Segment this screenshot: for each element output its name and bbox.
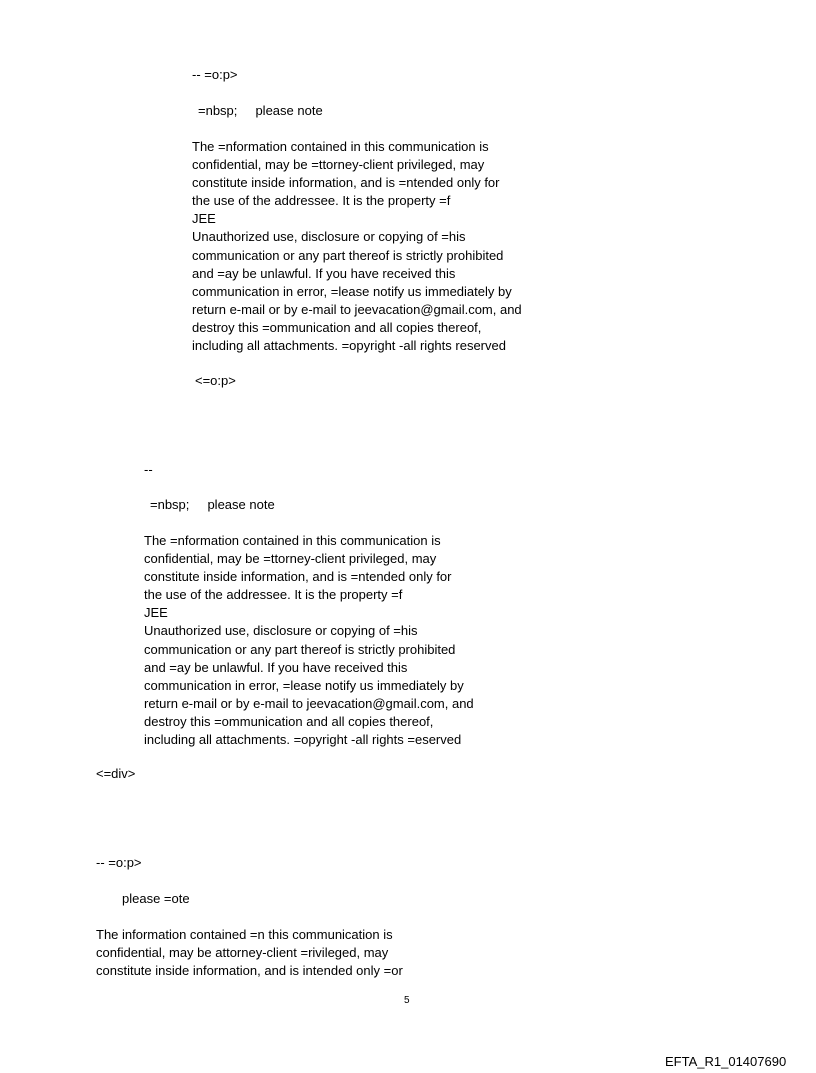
section2-line: destroy this =ommunication and all copies thereof, — [144, 713, 434, 729]
section2-marker: -- — [144, 462, 153, 477]
section2-line: communication or any part thereof is strictly prohibited — [144, 641, 456, 657]
section1-closing: <=o:p> — [195, 373, 236, 388]
div-close-tag: <=div> — [96, 766, 136, 781]
section2-notice — [144, 532, 474, 749]
section1-line: return e-mail or by e-mail to jeevacation@gmail.com, and — [192, 301, 522, 317]
section3-line: confidential, may be attorney-client =rivileged, may — [96, 945, 389, 961]
section1-line: The =nformation contained in this communication is — [192, 139, 489, 154]
section1-line: communication in error, =lease notify us immediately by — [192, 283, 512, 299]
section3-marker: -- =o:p> — [96, 855, 142, 870]
section2-line: and =ay be unlawful. If you have received this — [144, 659, 408, 675]
section3-line: The information contained =n this communication is — [96, 927, 393, 942]
section1-line: and =ay be unlawful. If you have received this — [192, 265, 456, 281]
section1-nbsp-note: =nbsp; please note — [198, 103, 323, 118]
section1-notice — [192, 138, 522, 355]
section2-line: The =nformation contained in this communication is — [144, 533, 441, 548]
page-number: 5 — [404, 995, 410, 1006]
section1-line: the use of the addressee. It is the property =f — [192, 193, 451, 209]
section1-line: Unauthorized use, disclosure or copying of =his — [192, 229, 466, 245]
section1-line: JEE — [192, 211, 216, 227]
section3-note: please =ote — [122, 891, 190, 906]
section2-nbsp-note: =nbsp; please note — [150, 497, 275, 512]
section2-line: Unauthorized use, disclosure or copying of =his — [144, 623, 418, 639]
section1-line: including all attachments. =opyright -all rights reserved — [192, 338, 506, 354]
section2-line: constitute inside information, and is =ntended only for — [144, 569, 452, 585]
section2-line: communication in error, =lease notify us immediately by — [144, 677, 464, 693]
section1-line: destroy this =ommunication and all copies thereof, — [192, 319, 482, 335]
section2-line: confidential, may be =ttorney-client privileged, may — [144, 551, 437, 567]
section1-line: confidential, may be =ttorney-client privileged, may — [192, 157, 485, 173]
section3-notice — [96, 926, 403, 980]
section2-line: the use of the addressee. It is the property =f — [144, 587, 403, 603]
section2-line: return e-mail or by e-mail to jeevacation@gmail.com, and — [144, 695, 474, 711]
section2-line: JEE — [144, 605, 168, 621]
section3-line: constitute inside information, and is intended only =or — [96, 963, 403, 979]
document-id: EFTA_R1_01407690 — [665, 1054, 787, 1069]
section1-line: communication or any part thereof is strictly prohibited — [192, 247, 504, 263]
section1-marker: -- =o:p> — [192, 67, 238, 82]
section2-line: including all attachments. =opyright -all rights =eserved — [144, 732, 462, 748]
section1-line: constitute inside information, and is =ntended only for — [192, 175, 500, 191]
